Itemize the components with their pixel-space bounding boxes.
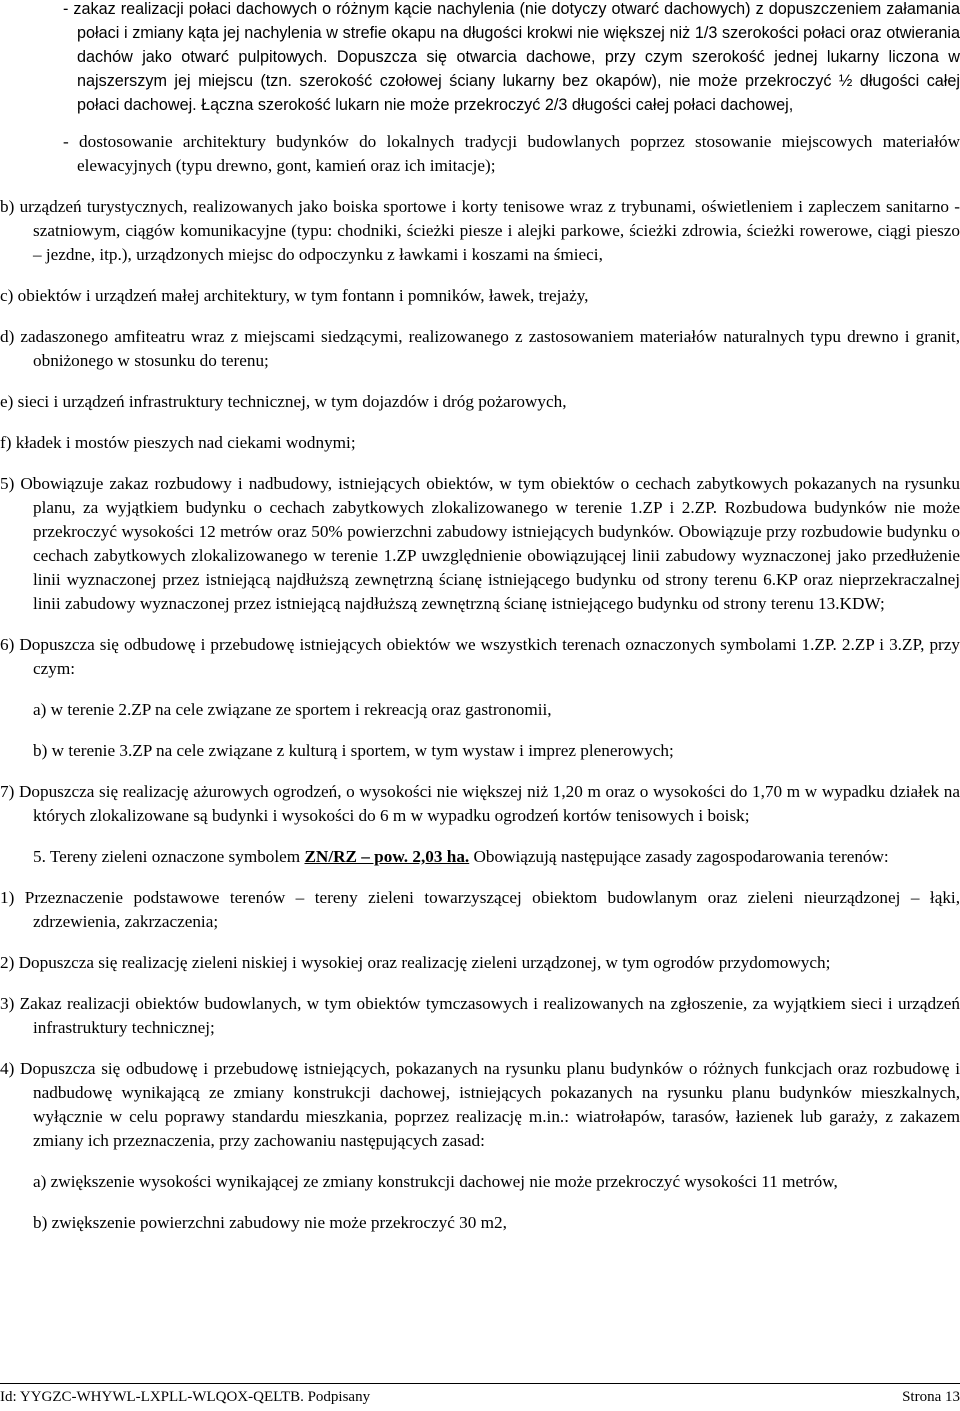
page-footer	[0, 1389, 960, 1409]
s5-list-item-2: 2) Dopuszcza się realizację zieleni niskiej i wysokiej oraz realizację zieleni urządzonej, w tym ogrodów przydomowych;	[0, 953, 831, 972]
section-5-suffix: Obowiązują następujące zasady zagospodarowania terenów:	[469, 847, 889, 866]
dash-item-roof: - zakaz realizacji połaci dachowych o różnym kącie nachylenia (nie dotyczy otwarć dachowych) z dopuszczeniem załamania połaci i zmiany kąta jej nachylenia w strefie okapu na długości krokwi nie większej niż 1/3 szerokości połaci oraz otwierania dachów jako otwarć pulpitowych. Dopuszcza się otwarcia dachowe, przy czym szerokość jednej lukarny liczona w najszerszym jej miejscu (tzn. szerokość czołowej ściany lukarny bez okapów), nie może przekroczyć ½ długości całej połaci dachowej. Łączna szerokość lukarn nie może przekroczyć 2/3 długości całej połaci dachowej,	[63, 0, 960, 114]
list-item-d: d) zadaszonego amfiteatru wraz z miejscami siedzącymi, realizowanego z zastosowaniem materiałów naturalnych typu drewno i granit, obniżonego w stosunku do terenu;	[0, 327, 960, 370]
document-id: Id: YYGZC-WHYWL-LXPLL-WLQOX-QELTB. Podpisany	[0, 1389, 371, 1405]
page-number: Strona 13	[902, 1389, 960, 1405]
footer-divider	[0, 1383, 960, 1384]
dash-item-architecture: - dostosowanie architektury budynków do lokalnych tradycji budowlanych poprzez stosowanie miejscowych materiałów elewacyjnych (typu drewno, gont, kamień oraz ich imitacje);	[63, 132, 960, 175]
list-item-6b: b) w terenie 3.ZP na cele związane z kulturą i sportem, w tym wystaw i imprez plenerowych;	[33, 741, 674, 760]
s5-list-item-1: 1) Przeznaczenie podstawowe terenów – tereny zieleni towarzyszącej obiektom budowlanym oraz zieleni nieurządzonej – łąki, zdrzewienia, zakrzaczenia;	[0, 888, 960, 931]
s5-list-item-3: 3) Zakaz realizacji obiektów budowlanych, w tym obiektów tymczasowych i realizowanych na zgłoszenie, za wyjątkiem sieci i urządzeń infrastruktury technicznej;	[0, 994, 960, 1037]
list-item-c: c) obiektów i urządzeń małej architektury, w tym fontann i pomników, ławek, trejaży,	[0, 286, 589, 305]
section-5-heading	[0, 845, 960, 869]
list-item-b: b) urządzeń turystycznych, realizowanych jako boiska sportowe i korty tenisowe wraz z trybunami, oświetleniem i zapleczem sanitarno - szatniowym, ciągów komunikacyjne (typu: chodniki, ścieżki piesze i alejki parkowe, ścieżki zdrowia, ścieżki rowerowe, ciągi pieszo – jezdne, itp.), urządzonych miejsc do odpoczynku z ławkami i koszami na śmieci,	[0, 197, 960, 264]
list-item-7: 7) Dopuszcza się realizację ażurowych ogrodzeń, o wysokości nie większej niż 1,20 m oraz o wysokości do 1,70 m w wypadku działek na których zlokalizowane są budynki i wysokości do 6 m w wypadku ogrodzeń kortów tenisowych i boisk;	[0, 782, 960, 825]
list-item-5: 5) Obowiązuje zakaz rozbudowy i nadbudowy, istniejących obiektów, w tym obiektów o cechach zabytkowych pokazanych na rysunku planu, za wyjątkiem budynku o cechach zabytkowych zlokalizowanego w terenie 1.ZP i 2.ZP. Rozbudowa budynków nie może przekroczyć wysokości 12 metrów oraz 50% powierzchni zabudowy istniejących budynków. Obowiązuje przy rozbudowie budynku o cechach zabytkowych zlokalizowanego w terenie 1.ZP uwzględnienie obowiązującej linii zabudowy wyznaczonej jako przedłużenie linii wyznaczonej przez istniejącą najdłuższą zewnętrzną ścianę istniejącego budynku od strony terenu 6.KP oraz nieprzekraczalnej linii zabudowy wyznaczonej przez istniejącą najdłuższą zewnętrzną ścianę istniejącego budynku od strony terenu 13.KDW;	[0, 474, 960, 613]
s5-list-item-4: 4) Dopuszcza się odbudowę i przebudowę istniejących, pokazanych na rysunku planu budynków o różnych funkcjach oraz rozbudowę i nadbudowę wynikającą ze zmiany konstrukcji dachowej, istniejących pokazanych na rysunku planu budynków mieszkalnych, wyłącznie w celu poprawy standardu mieszkania, poprzez realizację m.in.: wiatrołapów, tarasów, łazienek lub garaży, z zakazem zmiany ich przeznaczenia, przy zachowaniu następujących zasad:	[0, 1059, 960, 1150]
section-5-prefix: 5. Tereny zieleni oznaczone symbolem	[33, 847, 305, 866]
s5-list-item-4b: b) zwiększenie powierzchni zabudowy nie może przekroczyć 30 m2,	[33, 1213, 507, 1232]
list-item-6: 6) Dopuszcza się odbudowę i przebudowę istniejących obiektów we wszystkich terenach oznaczonych symbolami 1.ZP. 2.ZP i 3.ZP, przy czym:	[0, 635, 960, 678]
list-item-6a: a) w terenie 2.ZP na cele związane ze sportem i rekreacją oraz gastronomii,	[33, 700, 552, 719]
s5-list-item-4a: a) zwiększenie wysokości wynikającej ze zmiany konstrukcji dachowej nie może przekroczyć wysokości 11 metrów,	[33, 1172, 838, 1191]
list-item-f: f) kładek i mostów pieszych nad ciekami wodnymi;	[0, 433, 356, 452]
section-5-symbol: ZN/RZ – pow. 2,03 ha.	[304, 847, 470, 866]
list-item-e: e) sieci i urządzeń infrastruktury technicznej, w tym dojazdów i dróg pożarowych,	[0, 392, 567, 411]
